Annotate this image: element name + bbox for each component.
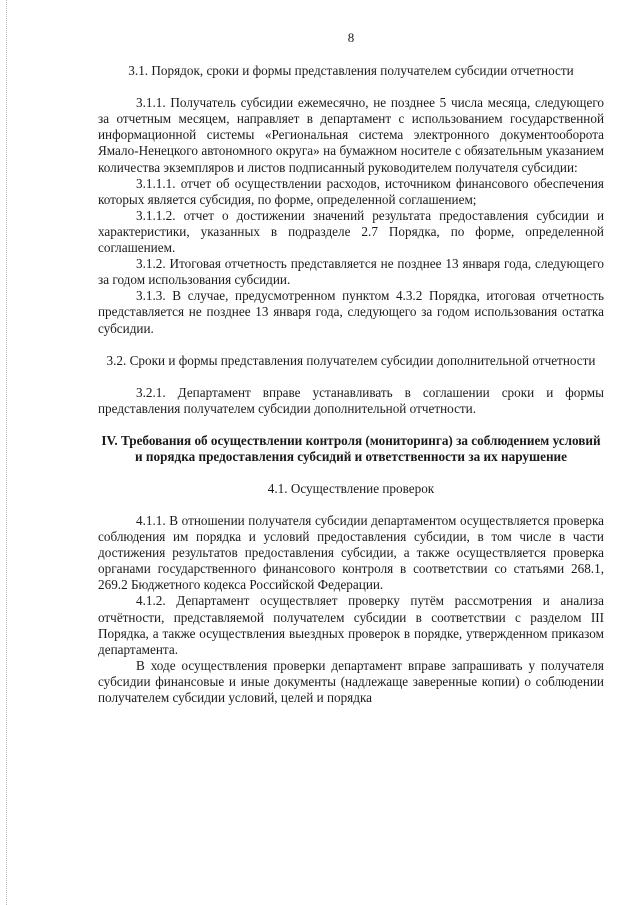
document-page xyxy=(98,30,604,706)
paragraph-4-1-2: 4.1.2. Департамент осуществляет проверку путём рассмотрения и анализа отчётности, представляемой получателем субсидии в соответствии с разделом III Порядка, а также осуществления выездных проверок в порядке, утвержденном приказом департамента. xyxy=(98,593,604,657)
paragraph-3-1-1-2: 3.1.1.2. отчет о достижении значений результата предоставления субсидии и характеристики, указанных в подразделе 2.7 Порядка, по форме, определенной соглашением. xyxy=(98,207,604,256)
paragraph-3-1-3: 3.1.3. В случае, предусмотренном пунктом 4.3.2 Порядка, итоговая отчетность представляется не позднее 13 января года, следующего за годом использования остатка субсидии. xyxy=(98,288,604,336)
paragraph-3-1-1-1: 3.1.1.1. отчет об осуществлении расходов, источником финансового обеспечения которых является субсидия, по форме, определенной соглашением; xyxy=(98,175,604,207)
section-4-1-title: 4.1. Осуществление проверок xyxy=(267,480,435,496)
section-3-1-title: 3.1. Порядок, сроки и формы представления получателем субсидии отчетности xyxy=(128,63,574,79)
paragraph-3-2-1: 3.2.1. Департамент вправе устанавливать в соглашении сроки и формы представления получателем субсидии дополнительной отчетности. xyxy=(98,384,604,416)
scan-edge-marks xyxy=(6,0,8,905)
paragraph-3-1-1: 3.1.1. Получатель субсидии ежемесячно, не позднее 5 числа месяца, следующего за отчетным месяцем, направляет в департамент с использованием государственной информационной системы «Региональная система электронного документооборота Ямало-Ненецкого автономного округа» на бумажном носителе с обязательным указанием количества экземпляров и листов подписанный руководителем получателя субсидии: xyxy=(98,95,604,175)
paragraph-4-1-1: 4.1.1. В отношении получателя субсидии департаментом осуществляется проверка соблюдения им порядка и условий предоставления субсидии, в том числе в части достижения результатов предоставления субсидии, а также осуществляется проверка органами государственного финансового контроля в соответствии со статьями 268.1, 269.2 Бюджетного кодекса Российской Федерации. xyxy=(98,512,604,593)
page-number: 8 xyxy=(347,30,355,45)
paragraph-3-1-2: 3.1.2. Итоговая отчетность представляется не позднее 13 января года, следующего за годом использования субсидии. xyxy=(98,256,604,288)
paragraph-4-1-3: В ходе осуществления проверки департамент вправе запрашивать у получателя субсидии финансовые и иные документы (надлежаще заверенные копии) о соблюдении получателем субсидии условий, целей и порядка xyxy=(98,657,604,705)
section-3-2-title: 3.2. Сроки и формы представления получателем субсидии дополнительной отчетности xyxy=(106,352,596,368)
section-4-title: IV. Требования об осуществлении контроля (мониторинга) за соблюдением условий и порядка предоставления субсидий и ответственности за их нарушение xyxy=(101,432,601,464)
